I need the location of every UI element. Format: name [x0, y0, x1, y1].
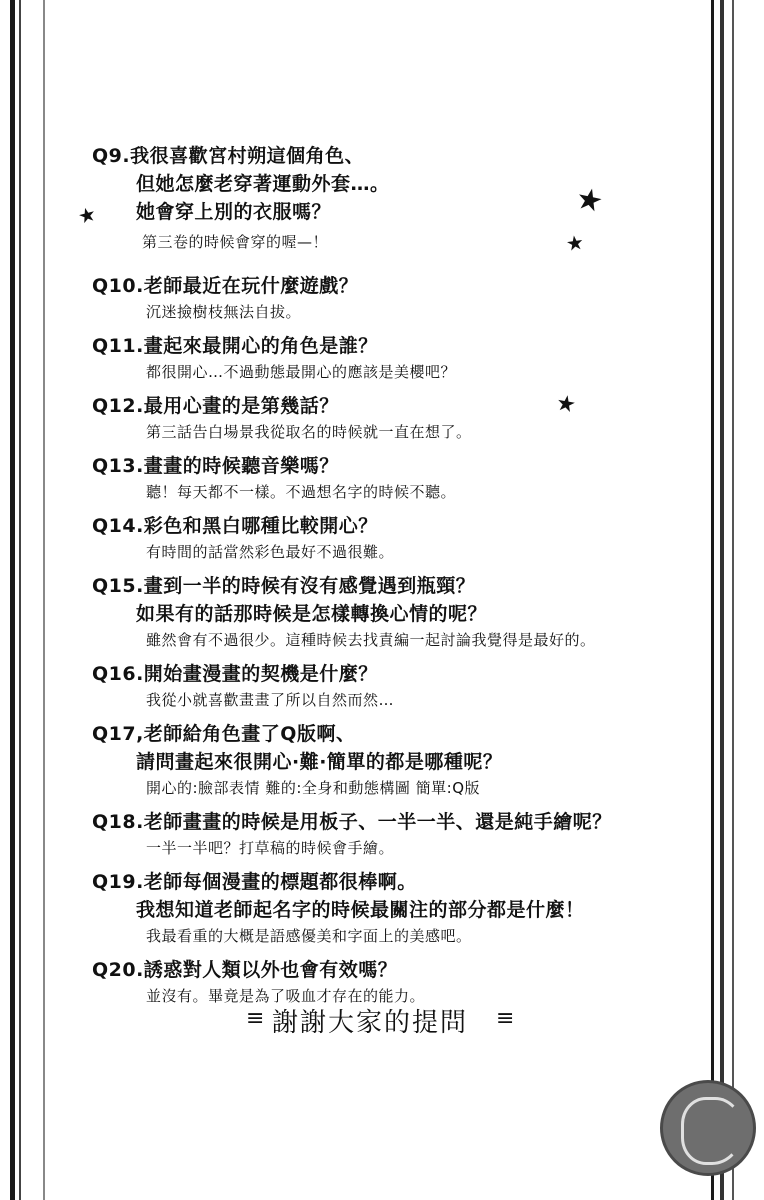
- question-line: Q15.畫到一半的時候有沒有感覺遇到瓶頸？: [92, 575, 476, 597]
- circular-stamp-logo: [660, 1080, 756, 1176]
- question-line: 但她怎麼老穿著運動外套…。: [136, 173, 390, 195]
- answer-line: 沉迷撿樹枝無法自拔。: [146, 303, 302, 321]
- question-line: Q17,老師給角色畫了Q版啊、: [92, 723, 356, 745]
- answer-line: 聽！每天都不一樣。不過想名字的時候不聽。: [146, 483, 457, 501]
- deco-lines-left: ≡: [246, 1006, 265, 1031]
- question-line: Q13.畫畫的時候聽音樂嗎？: [92, 455, 339, 477]
- stamp-emblem: [681, 1097, 743, 1165]
- question-line: 她會穿上別的衣服嗎？: [136, 201, 332, 223]
- qa-list: [92, 142, 672, 1008]
- qa-item: [92, 956, 672, 1008]
- question-line: Q18.老師畫畫的時候是用板子、一半一半、還是純手繪呢？: [92, 811, 612, 833]
- question-line: 我想知道老師起名字的時候最關注的部分都是什麼！: [136, 899, 585, 921]
- question-line: 如果有的話那時候是怎樣轉換心情的呢？: [136, 603, 488, 625]
- question-line: Q11.畫起來最開心的角色是誰？: [92, 335, 378, 357]
- qa-item: [92, 868, 672, 948]
- page-edge-right-mid: [720, 0, 724, 1200]
- qa-item: [92, 572, 672, 652]
- page-edge-left-mid: [19, 0, 21, 1200]
- qa-item: [92, 452, 672, 504]
- answer-line: 第三卷的時候會穿的喔—！: [142, 233, 329, 251]
- question-line: Q12.最用心畫的是第幾話？: [92, 395, 339, 417]
- star-icon: ★: [75, 201, 99, 229]
- answer-line: 一半一半吧？打草稿的時候會手繪。: [146, 839, 395, 857]
- question-line: Q19.老師每個漫畫的標題都很棒啊。: [92, 871, 417, 893]
- answer-line: 開心的:臉部表情 難的:全身和動態構圖 簡單:Q版: [146, 779, 481, 797]
- qa-item: [92, 808, 672, 860]
- deco-lines-right: ≡: [496, 1006, 515, 1031]
- qa-item: [92, 392, 672, 444]
- answer-line: 並沒有。畢竟是為了吸血才存在的能力。: [146, 987, 426, 1005]
- question-line: Q9.我很喜歡宮村朔這個角色、: [92, 145, 365, 167]
- answer-line: 我最看重的大概是語感優美和字面上的美感吧。: [146, 927, 472, 945]
- answer-line: 有時間的話當然彩色最好不過很難。: [146, 543, 395, 561]
- answer-line: 我從小就喜歡畫畫了所以自然而然…: [146, 691, 395, 709]
- question-line: Q16.開始畫漫畫的契機是什麼？: [92, 663, 378, 685]
- question-line: Q14.彩色和黑白哪種比較開心？: [92, 515, 378, 537]
- qa-item: [92, 660, 672, 712]
- star-icon: ★: [564, 229, 586, 257]
- page-edge-right-inner: [711, 0, 714, 1200]
- answer-line: 第三話告白場景我從取名的時候就一直在想了。: [146, 423, 472, 441]
- closing-thanks: 謝謝大家的提問: [272, 1008, 469, 1038]
- qa-item: [92, 332, 672, 384]
- qa-item: [92, 720, 672, 800]
- page-edge-right-outer: [732, 0, 734, 1200]
- question-line: Q20.誘惑對人類以外也會有效嗎？: [92, 959, 398, 981]
- question-line: Q10.老師最近在玩什麼遊戲？: [92, 275, 359, 297]
- answer-line: 雖然會有不過很少。這種時候去找責編一起討論我覺得是最好的。: [146, 631, 596, 649]
- qa-item: [92, 142, 672, 257]
- answer-line: 都很開心…不過動態最開心的應該是美櫻吧？: [146, 363, 457, 381]
- star-icon: ★: [572, 180, 607, 221]
- question-line: 請問畫起來很開心·難·簡單的都是哪種呢？: [136, 751, 503, 773]
- page-edge-left-inner: [43, 0, 45, 1200]
- page-edge-left-outer: [10, 0, 15, 1200]
- qa-item: [92, 512, 672, 564]
- star-icon: ★: [554, 390, 578, 419]
- qa-item: [92, 272, 672, 324]
